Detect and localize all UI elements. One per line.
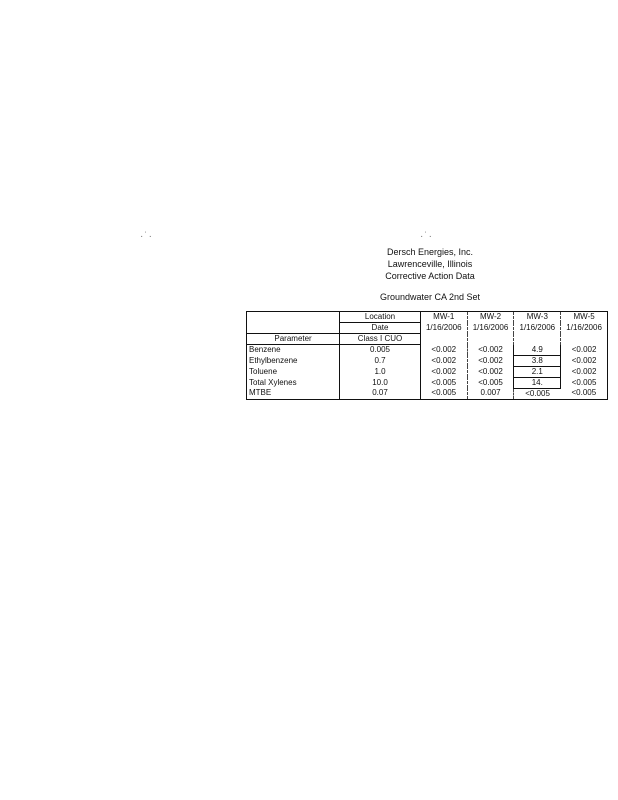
result-value: <0.005 — [525, 388, 550, 398]
sample-date: 1/16/2006 — [467, 323, 514, 334]
cuo-value: 1.0 — [340, 366, 421, 377]
result-value: <0.002 — [571, 366, 597, 376]
company-name: Dersch Energies, Inc. — [386, 247, 474, 257]
result-value: <0.005 — [420, 377, 467, 388]
table-row — [247, 388, 608, 399]
cuo-value: 0.7 — [340, 355, 421, 366]
result-value: <0.002 — [571, 344, 597, 354]
scan-artifact-mark: ·˙· — [140, 231, 153, 242]
date-label: Date — [340, 323, 421, 334]
result-value: <0.005 — [467, 377, 514, 388]
result-value: <0.002 — [467, 366, 514, 377]
cuo-value: 0.07 — [340, 388, 421, 399]
result-value: <0.002 — [467, 345, 514, 356]
result-value-exceedance: 4.9 — [514, 345, 561, 356]
blank-cell — [420, 334, 467, 345]
result-value: <0.002 — [467, 355, 514, 366]
standard-label: Class I CUO — [340, 334, 421, 345]
blank-cell — [561, 334, 608, 345]
result-value-exceedance: 3.8 — [514, 355, 561, 366]
sample-date: 1/16/2006 — [420, 323, 467, 334]
parameter-label: Parameter — [247, 334, 340, 345]
blank-cell — [514, 334, 561, 345]
result-value: <0.002 — [420, 355, 467, 366]
sample-date: 1/16/2006 — [566, 323, 602, 332]
result-value-exceedance: 14. — [514, 377, 561, 388]
well-label: MW-1 — [420, 312, 467, 323]
report-title: Corrective Action Data — [385, 271, 475, 281]
table-row — [247, 355, 608, 366]
sample-date: 1/16/2006 — [514, 323, 561, 334]
date-row — [247, 323, 608, 334]
well-label: MW-3 — [514, 312, 561, 323]
result-value: <0.005 — [571, 388, 597, 398]
table-row — [247, 345, 608, 356]
cuo-value: 0.005 — [340, 345, 421, 356]
blank-cell — [467, 334, 514, 345]
well-label: MW-2 — [467, 312, 514, 323]
result-value: <0.005 — [420, 388, 467, 399]
location-row — [247, 312, 608, 323]
blank-cell — [247, 323, 340, 334]
scan-artifact-mark: ·˙· — [420, 231, 433, 242]
groundwater-table — [246, 311, 608, 400]
table-title: Groundwater CA 2nd Set — [379, 292, 481, 302]
location-label: Location — [340, 312, 421, 323]
parameter-name: Total Xylenes — [249, 377, 297, 387]
blank-cell — [247, 312, 340, 323]
table-row — [247, 366, 608, 377]
well-label: MW-5 — [573, 312, 595, 322]
result-value: <0.002 — [420, 345, 467, 356]
parameter-name: Toluene — [249, 366, 278, 376]
result-value: 0.007 — [467, 388, 514, 399]
parameter-header-row — [247, 334, 608, 345]
result-value: <0.002 — [420, 366, 467, 377]
result-value: <0.005 — [571, 377, 597, 387]
parameter-name: Benzene — [249, 345, 281, 354]
parameter-name: MTBE — [249, 388, 272, 398]
table-row — [247, 377, 608, 388]
company-location: Lawrenceville, Illinois — [387, 259, 473, 269]
parameter-name: Ethylbenzene — [249, 355, 298, 365]
result-value-exceedance: 2.1 — [514, 366, 561, 377]
result-value: <0.002 — [571, 355, 597, 365]
cuo-value: 10.0 — [340, 377, 421, 388]
